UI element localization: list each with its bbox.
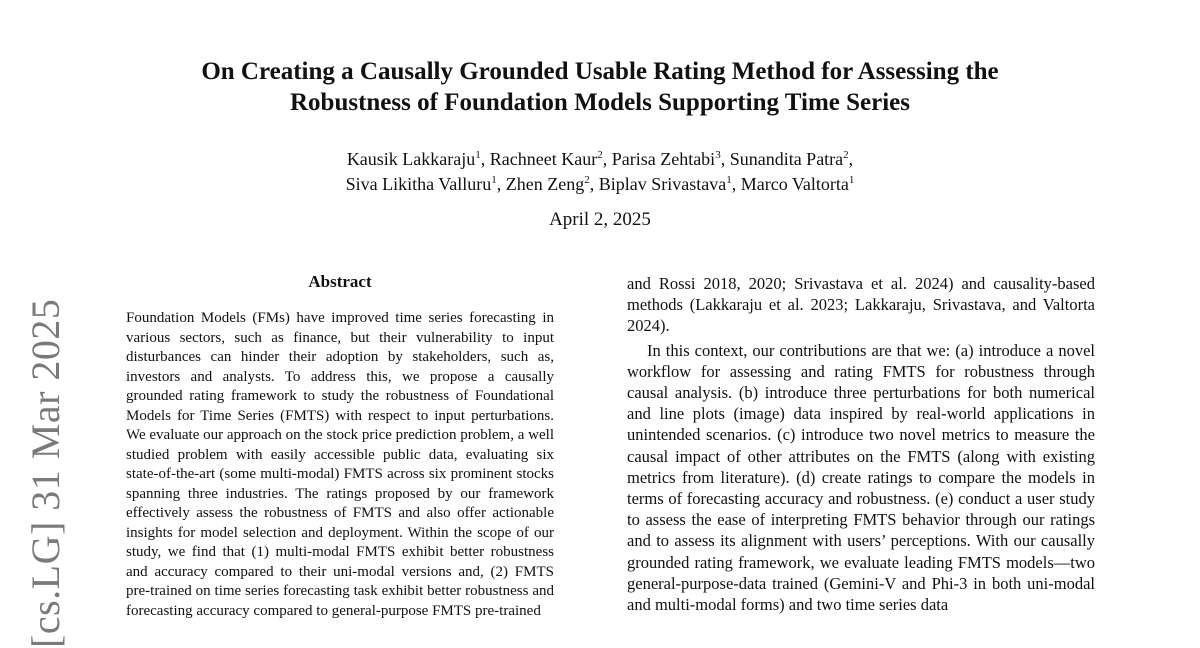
author-separator: , (496, 174, 506, 194)
author-affiliation: 2 (597, 149, 603, 161)
author-name: Siva Likitha Valluru (345, 174, 492, 194)
arxiv-stamp: [cs.LG] 31 Mar 2025 (23, 298, 68, 648)
body-paragraph: and Rossi 2018, 2020; Srivastava et al. 2024) and causality-based methods (Lakkaraju et al. 2023; Lakkaraju, Srivastava, and Valtorta 2024). (627, 274, 1095, 336)
author-affiliation: 2 (843, 149, 849, 161)
author-name: Sunandita Patra (729, 149, 844, 169)
author-name: Biplav Srivastava (598, 174, 727, 194)
author-separator: , (848, 149, 854, 169)
author-separator: , (602, 149, 612, 169)
author-name: Zhen Zeng (505, 174, 585, 194)
title-line-2: Robustness of Foundation Models Supporting Time Series (289, 89, 911, 116)
author-separator: , (731, 174, 741, 194)
author-affiliation: 1 (491, 174, 497, 186)
author-separator: , (589, 174, 599, 194)
author-name: Marco Valtorta (740, 174, 849, 194)
paper-title (0, 56, 1200, 118)
abstract-heading: Abstract (308, 272, 372, 291)
right-column (627, 273, 1095, 615)
paper-date: April 2, 2025 (549, 209, 651, 230)
author-affiliation: 1 (726, 174, 732, 186)
contributions-paragraph: In this context, our contributions are that we: (a) introduce a novel workflow for assessing and rating FMTS for robustness through causal analysis. (b) introduce three perturbations for both numerical and line plots (image) data inspired by real-world applications in unintended scenarios. (c) introduce two novel metrics to measure the causal impact of other attributes on the FMTS (along with existing metrics from literature). (d) create ratings to compare the models in terms of forecasting accuracy and robustness. (e) conduct a user study to assess the ease of interpreting FMTS behavior through our ratings and to assess its alignment with users’ perceptions. With our causally grounded rating framework, we evaluate leading FMTS models—two general-purpose-data trained (Gemini-V and Phi-3 in both uni-modal and multi-modal forms) and two time series data (627, 340, 1095, 615)
author-separator: , (720, 149, 730, 169)
author-affiliation: 2 (584, 174, 590, 186)
author-line-1 (0, 147, 1200, 172)
title-line-1: On Creating a Causally Grounded Usable Rating Method for Assessing the (201, 58, 999, 85)
author-line-2 (0, 172, 1200, 197)
abstract-text: Foundation Models (FMs) have improved time series forecasting in various sectors, such as finance, but their vulnerability to input disturbances can hinder their adoption by stakeholders, such as, investors and analysts. To address this, we propose a causally grounded rating framework to study the robustness of Foundational Models for Time Series (FMTS) with respect to input perturbations. We evaluate our approach on the stock price prediction problem, a well studied problem with easily accessible public data, evaluating six state-of-the-art (some multi-modal) FMTS across six prominent stocks spanning three industries. The ratings proposed by our framework effectively assess the robustness of FMTS and also offer actionable insights for model selection and deployment. Within the scope of our study, we find that (1) multi-modal FMTS exhibit better robustness and accuracy compared to their uni-modal versions and, (2) FMTS pre-trained on time series forecasting task exhibit better robustness and forecasting accuracy compared to general-purpose FMTS pre-trained (126, 310, 554, 619)
author-name: Rachneet Kaur (489, 149, 598, 169)
author-separator: , (480, 149, 490, 169)
author-list (0, 147, 1200, 197)
author-name: Parisa Zehtabi (611, 149, 716, 169)
author-affiliation: 1 (848, 174, 855, 186)
author-affiliation: 1 (475, 149, 481, 161)
author-name: Kausik Lakkaraju (346, 149, 476, 169)
author-affiliation: 3 (715, 149, 721, 161)
